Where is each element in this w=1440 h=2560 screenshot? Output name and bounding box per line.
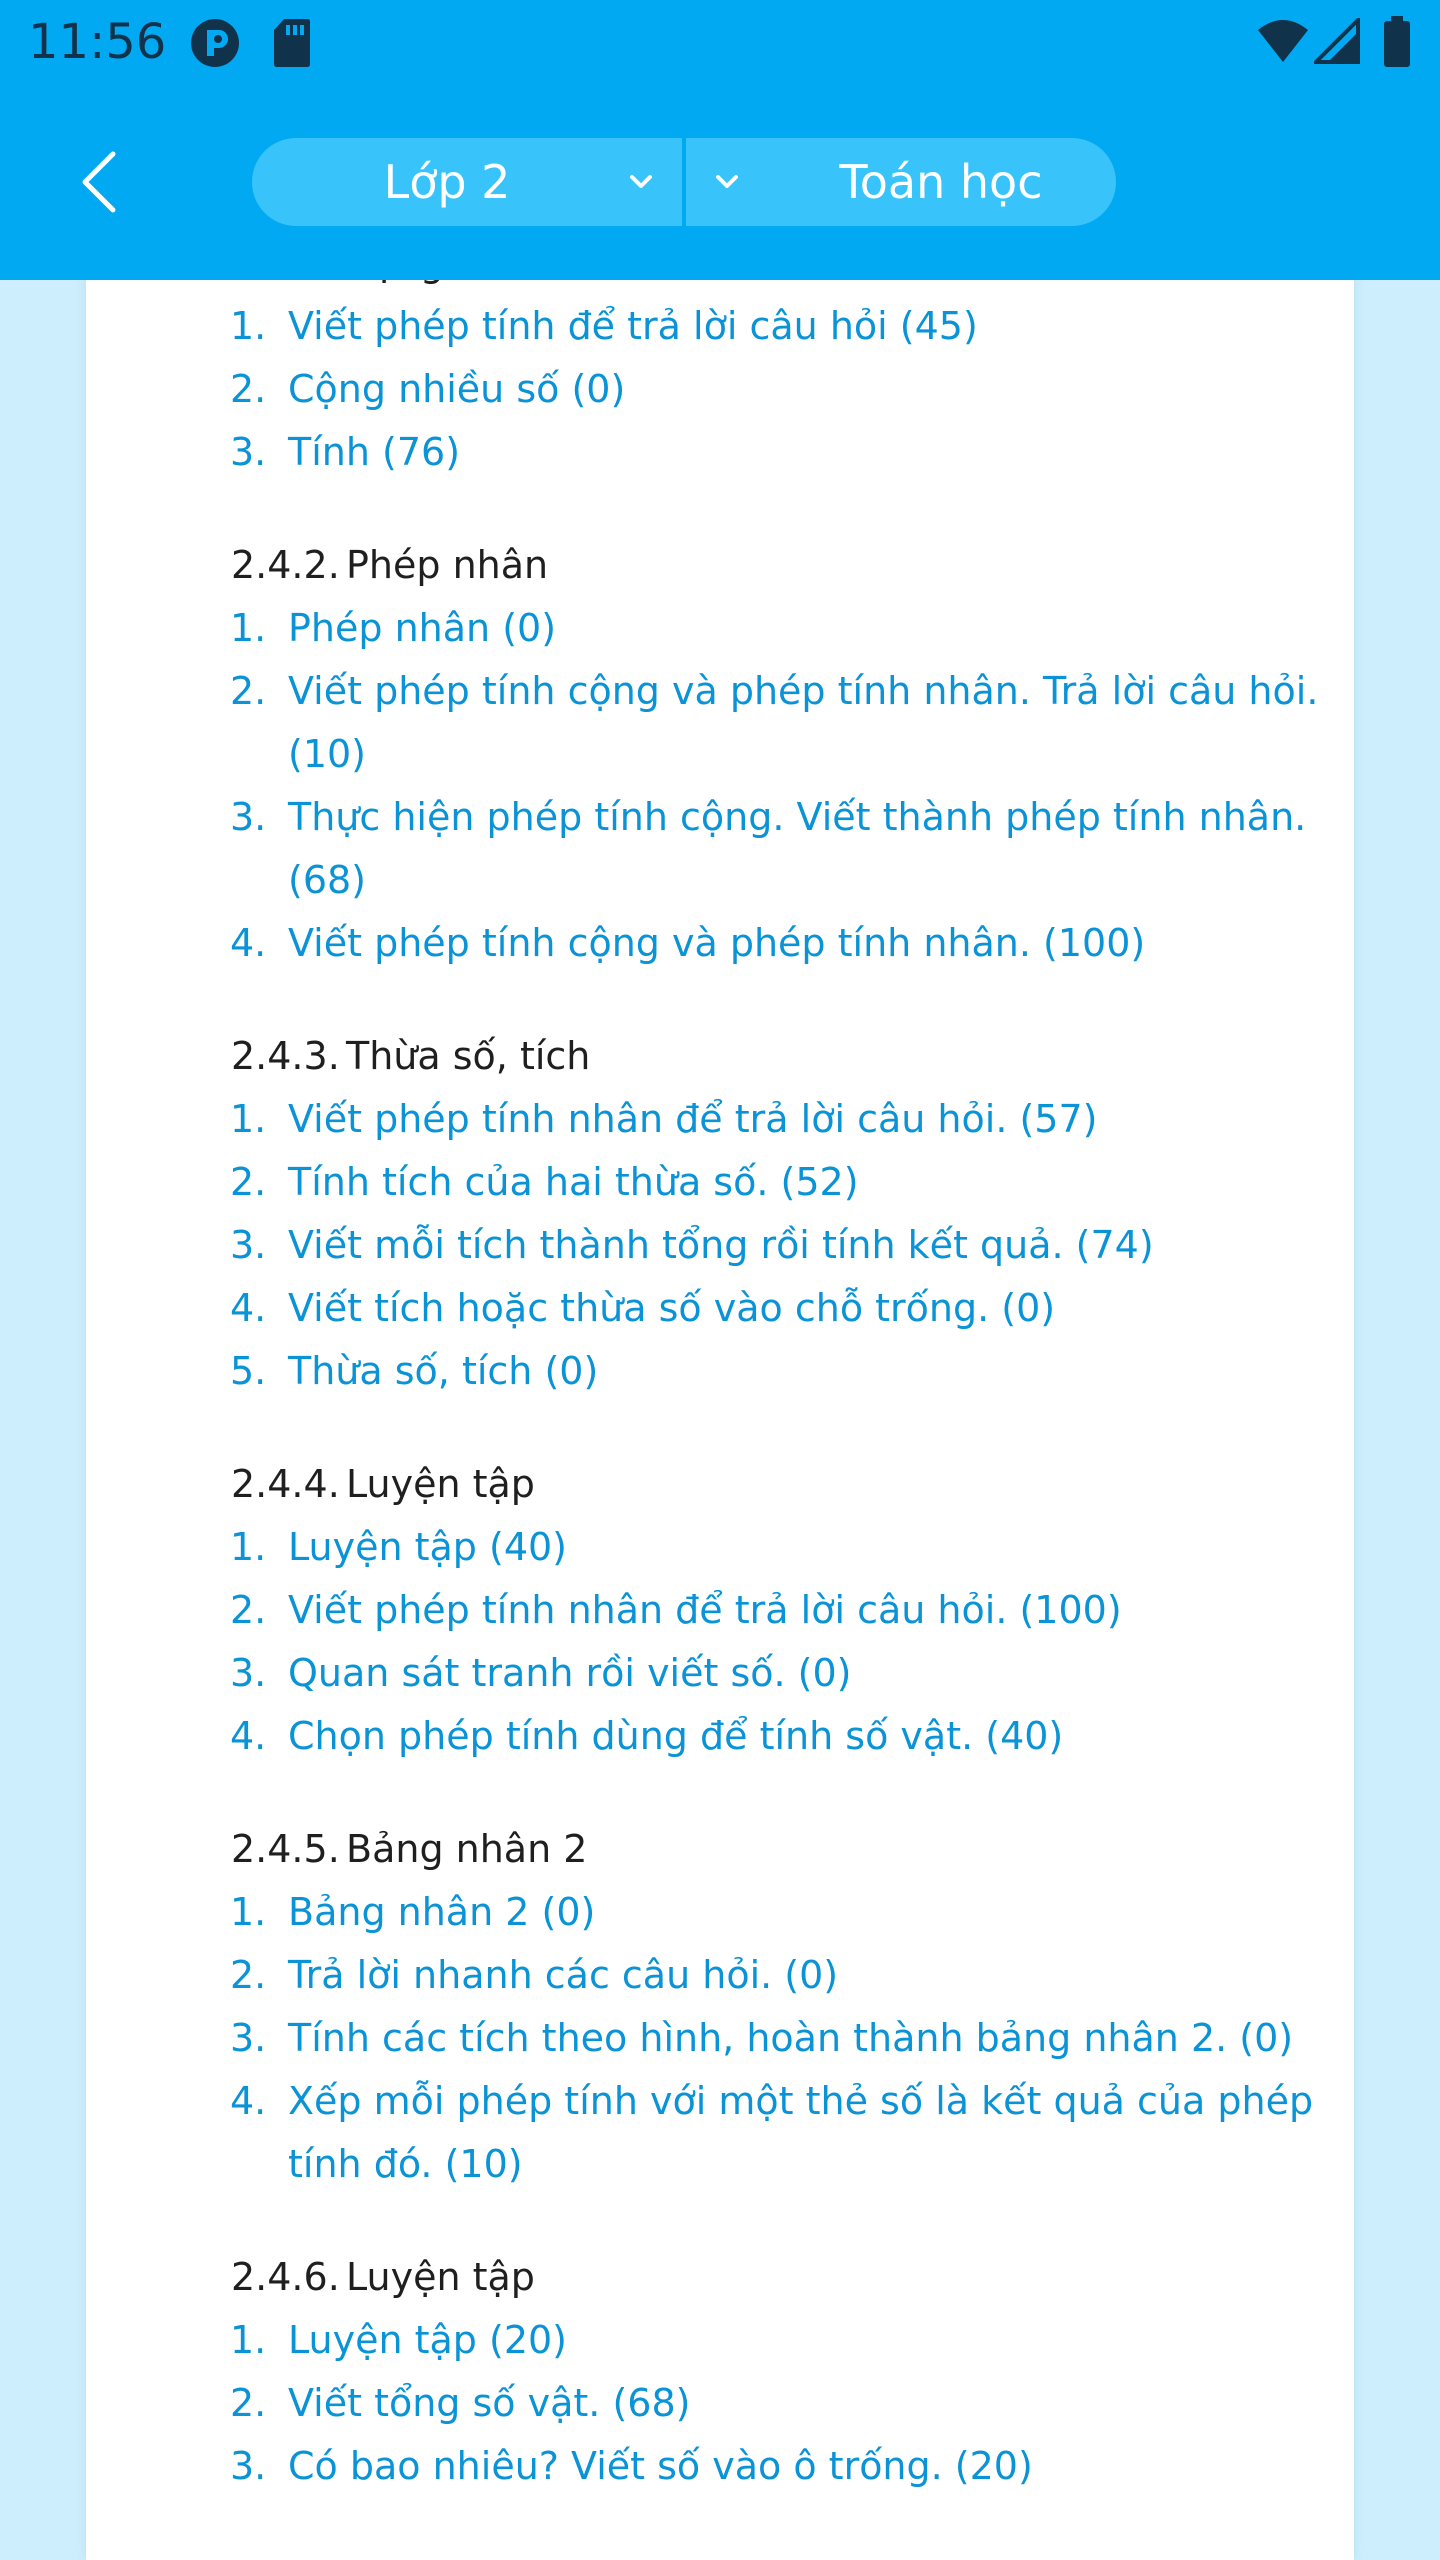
list-item[interactable] <box>86 1516 1354 1579</box>
list-item[interactable] <box>86 1579 1354 1642</box>
app-notification-icon <box>188 16 242 74</box>
section-title: Luyện tập <box>346 2255 535 2299</box>
section-heading <box>86 1453 1354 1516</box>
list-item[interactable] <box>86 912 1354 975</box>
exercise-link[interactable]: Viết tích hoặc thừa số vào chỗ trống. (0) <box>288 1286 1056 1330</box>
chevron-left-icon <box>75 150 125 214</box>
subject-dropdown-value: Toán học <box>839 155 1043 209</box>
exercise-link[interactable]: Cộng nhiều số (0) <box>288 367 626 411</box>
list-item[interactable] <box>86 421 1354 484</box>
exercise-link[interactable]: Viết phép tính để trả lời câu hỏi (45) <box>288 304 978 348</box>
section-heading <box>86 2246 1354 2309</box>
item-number: 4. <box>230 2079 267 2123</box>
list-item[interactable] <box>86 2435 1354 2498</box>
exercise-link[interactable]: Chọn phép tính dùng để tính số vật. (40) <box>288 1714 1064 1758</box>
sd-card-icon <box>272 16 312 74</box>
item-number: 1. <box>230 1097 267 1141</box>
lesson-card <box>86 0 1354 2560</box>
list-item[interactable] <box>86 660 1354 786</box>
item-number: 5. <box>230 1349 267 1393</box>
signal-icon <box>1314 18 1360 68</box>
item-number: 3. <box>230 2016 267 2060</box>
item-number: 3. <box>230 2444 267 2488</box>
list-item[interactable] <box>86 1340 1354 1403</box>
section-title: Bảng nhân 2 <box>346 1827 588 1871</box>
section-2-4-6 <box>86 2246 1354 2498</box>
exercise-link[interactable]: Viết phép tính cộng và phép tính nhân. Trả lời câu hỏi. (10) <box>288 669 1319 776</box>
exercise-link[interactable]: Viết mỗi tích thành tổng rồi tính kết quả. (74) <box>288 1223 1154 1267</box>
list-item[interactable] <box>86 1277 1354 1340</box>
list-item[interactable] <box>86 1705 1354 1768</box>
item-number: 3. <box>230 430 267 474</box>
section-heading <box>86 534 1354 597</box>
exercise-link[interactable]: Phép nhân (0) <box>288 606 557 650</box>
item-number: 2. <box>230 1953 267 1997</box>
item-number: 1. <box>230 304 267 348</box>
section-2-4-2 <box>86 534 1354 975</box>
section-heading <box>86 1025 1354 1088</box>
list-item[interactable] <box>86 1642 1354 1705</box>
app-header <box>0 0 1440 280</box>
section-number: 2.4.4. <box>231 1462 340 1506</box>
item-number: 1. <box>230 606 267 650</box>
exercise-link[interactable]: Luyện tập (20) <box>288 2318 568 2362</box>
exercise-link[interactable]: Tính (76) <box>288 430 461 474</box>
list-item[interactable] <box>86 2007 1354 2070</box>
grade-dropdown[interactable] <box>252 138 682 226</box>
list-item[interactable] <box>86 1088 1354 1151</box>
list-item[interactable] <box>86 2309 1354 2372</box>
list-item[interactable] <box>86 597 1354 660</box>
item-number: 2. <box>230 1588 267 1632</box>
status-time: 11:56 <box>28 14 167 70</box>
list-item[interactable] <box>86 1881 1354 1944</box>
list-item[interactable] <box>86 786 1354 912</box>
item-number: 4. <box>230 1286 267 1330</box>
list-item[interactable] <box>86 295 1354 358</box>
section-2-4-3 <box>86 1025 1354 1403</box>
item-number: 2. <box>230 1160 267 1204</box>
item-number: 3. <box>230 1651 267 1695</box>
item-number: 4. <box>230 921 267 965</box>
item-number: 3. <box>230 795 267 839</box>
exercise-link[interactable]: Quan sát tranh rồi viết số. (0) <box>288 1651 852 1695</box>
exercise-link[interactable]: Luyện tập (40) <box>288 1525 568 1569</box>
list-item[interactable] <box>86 2372 1354 2435</box>
item-number: 1. <box>230 1525 267 1569</box>
section-2-4-4 <box>86 1453 1354 1768</box>
item-number: 1. <box>230 1890 267 1934</box>
item-number: 2. <box>230 669 267 713</box>
exercise-link[interactable]: Viết phép tính nhân để trả lời câu hỏi. (100) <box>288 1588 1122 1632</box>
list-item[interactable] <box>86 358 1354 421</box>
exercise-link[interactable]: Thực hiện phép tính cộng. Viết thành phép tính nhân. (68) <box>288 795 1307 902</box>
exercise-link[interactable]: Tính các tích theo hình, hoàn thành bảng nhân 2. (0) <box>288 2016 1294 2060</box>
exercise-link[interactable]: Bảng nhân 2 (0) <box>288 1890 596 1934</box>
list-item[interactable] <box>86 1944 1354 2007</box>
item-number: 2. <box>230 2381 267 2425</box>
exercise-link[interactable]: Xếp mỗi phép tính với một thẻ số là kết quả của phép tính đó. (10) <box>288 2079 1314 2186</box>
list-item[interactable] <box>86 1214 1354 1277</box>
grade-dropdown-value: Lớp 2 <box>383 155 511 209</box>
section-title: Luyện tập <box>346 1462 535 1506</box>
section-heading <box>86 1818 1354 1881</box>
item-number: 3. <box>230 1223 267 1267</box>
item-number: 4. <box>230 1714 267 1758</box>
list-item[interactable] <box>86 1151 1354 1214</box>
exercise-link[interactable]: Có bao nhiêu? Viết số vào ô trống. (20) <box>288 2444 1033 2488</box>
wifi-icon <box>1256 18 1310 68</box>
section-title: Thừa số, tích <box>346 1034 591 1078</box>
exercise-link[interactable]: Viết phép tính cộng và phép tính nhân. (100) <box>288 921 1146 965</box>
battery-icon <box>1382 16 1412 72</box>
section-number: 2.4.2. <box>231 543 340 587</box>
back-button[interactable] <box>60 142 140 222</box>
section-number: 2.4.5. <box>231 1827 340 1871</box>
chevron-down-icon <box>626 168 656 196</box>
section-title: Phép nhân <box>346 543 549 587</box>
lesson-list <box>86 248 1354 2548</box>
exercise-link[interactable]: Viết phép tính nhân để trả lời câu hỏi. (57) <box>288 1097 1098 1141</box>
item-number: 2. <box>230 367 267 411</box>
section-number: 2.4.6. <box>231 2255 340 2299</box>
exercise-link[interactable]: Trả lời nhanh các câu hỏi. (0) <box>288 1953 839 1997</box>
subject-dropdown[interactable] <box>686 138 1116 226</box>
exercise-link[interactable]: Thừa số, tích (0) <box>288 1349 599 1393</box>
list-item[interactable] <box>86 2070 1354 2196</box>
item-number: 1. <box>230 2318 267 2362</box>
section-number: 2.4.3. <box>231 1034 340 1078</box>
exercise-link[interactable]: Tính tích của hai thừa số. (52) <box>288 1160 859 1204</box>
section-2-4-5 <box>86 1818 1354 2196</box>
exercise-link[interactable]: Viết tổng số vật. (68) <box>288 2381 691 2425</box>
